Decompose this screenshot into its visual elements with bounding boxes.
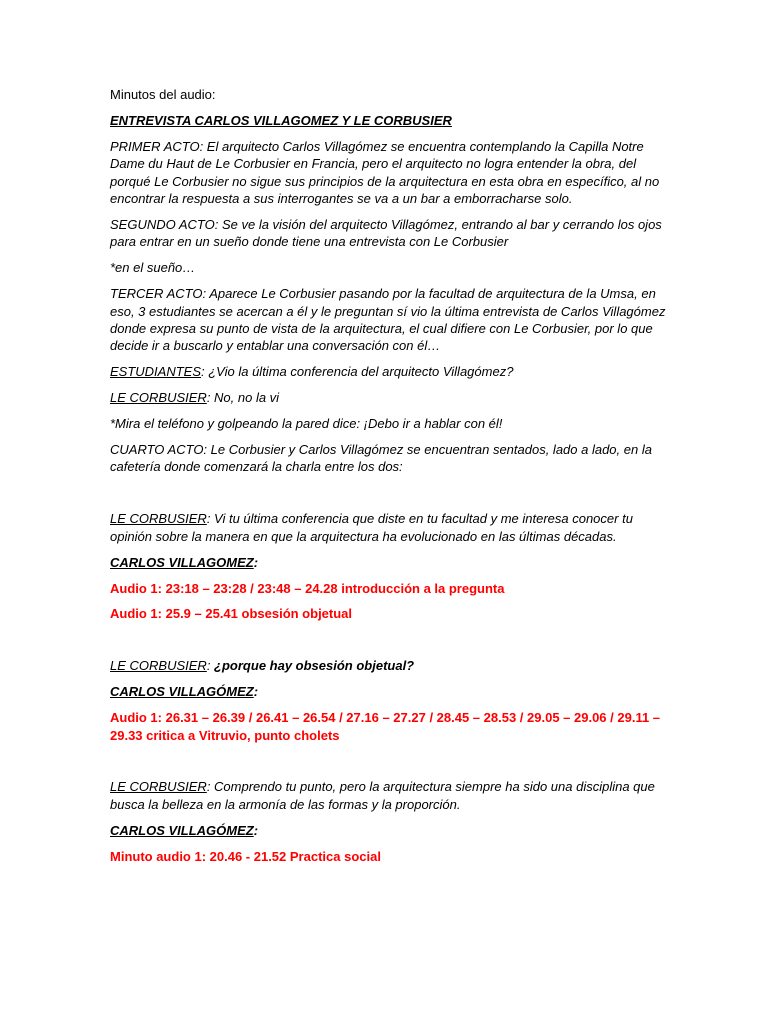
speaker-le-corbusier: LE CORBUSIER [110, 658, 207, 674]
spacer [110, 752, 666, 778]
stage-note: *Mira el teléfono y golpeando la pared dice: ¡Debo ir a hablar con él! [110, 416, 503, 432]
line-le-corbusier: : Vi tu última conferencia que diste en tu facultad y me interesa conocer tu opinión sobre la manera en que la arquitectura ha evolucionado en las últimas décadas. [110, 511, 633, 544]
document-body [110, 86, 666, 874]
line-le-corbusier: : No, no la vi [206, 390, 280, 406]
intro-line: Minutos del audio: [110, 87, 216, 102]
speaker-villagomez: CARLOS VILLAGÓMEZ [110, 822, 254, 838]
spacer [110, 631, 666, 657]
line-le-corbusier: ¿porque hay obsesión objetual? [210, 658, 415, 674]
dream-note: *en el sueño… [110, 260, 196, 276]
line-students: : ¿Vio la última conferencia del arquitecto Villagómez? [201, 364, 514, 380]
act-four: CUARTO ACTO: Le Corbusier y Carlos Villagómez se encuentran sentados, lado a lado, en la cafetería donde comenzará la charla entre los dos: [110, 442, 652, 475]
act-three: TERCER ACTO: Aparece Le Corbusier pasando por la facultad de arquitectura de la Umsa, en eso, 3 estudiantes se acercan a él y le preguntan sí vio la última entrevista de Carlos Villagómez donde expresa su punto de vista de la arquitectura, el cual difiere con Le Corbusier, por lo que decide ir a buscarlo y entablar una conversación con él… [110, 286, 666, 354]
document-heading: ENTREVISTA CARLOS VILLAGOMEZ Y LE CORBUSIER [110, 112, 452, 128]
audio-clip-2: Audio 1: 25.9 – 25.41 obsesión objetual [110, 606, 353, 622]
dialogue-le-corbusier-3 [110, 657, 666, 674]
dialogue-le-corbusier-4 [110, 778, 666, 813]
speaker-students: ESTUDIANTES [110, 364, 202, 380]
act-one: PRIMER ACTO: El arquitecto Carlos Villagómez se encuentra contemplando la Capilla Notre Dame du Haut de Le Corbusier en Francia, pero el arquitecto no logra entender la obra, del porqué Le Corbusier no sigue sus principios de la arquitectura en esta obra en específico, al no encontrar la respuesta a sus interrogantes se va a un bar a emborracharse solo. [110, 138, 660, 207]
act-two: SEGUNDO ACTO: Se ve la visión del arquitecto Villagómez, entrando al bar y cerrando los ojos para entrar en un sueño donde tiene una entrevista con Le Corbusier [110, 216, 662, 250]
line-le-corbusier: : Comprendo tu punto, pero la arquitectura siempre ha sido una disciplina que busca la belleza en la armonía de las formas y la proporción. [110, 779, 655, 812]
speaker-villagomez: CARLOS VILLAGÓMEZ [110, 684, 254, 700]
dialogue-le-corbusier-2 [110, 510, 666, 545]
speaker-villagomez-1 [110, 554, 666, 571]
audio-clip-4: Minuto audio 1: 20.46 - 21.52 Practica social [110, 848, 381, 864]
speaker-le-corbusier: LE CORBUSIER [110, 779, 207, 795]
dialogue-students [110, 363, 666, 380]
speaker-colon: : [253, 822, 259, 838]
speaker-colon: : [253, 684, 259, 700]
audio-clip-3: Audio 1: 26.31 – 26.39 / 26.41 – 26.54 / 27.16 – 27.27 / 28.45 – 28.53 / 29.05 – 29.06 / 29.11 – 29.33 critica a Vitruvio, punto cholets [110, 710, 661, 743]
speaker-colon: : [206, 658, 211, 674]
speaker-villagomez-3 [110, 822, 666, 839]
audio-clip-1: Audio 1: 23:18 – 23:28 / 23:48 – 24.28 introducción a la pregunta [110, 580, 505, 596]
speaker-colon: : [253, 554, 259, 570]
speaker-le-corbusier: LE CORBUSIER [110, 390, 207, 406]
spacer [110, 484, 666, 510]
speaker-villagomez: CARLOS VILLAGOMEZ [110, 554, 254, 570]
speaker-le-corbusier: LE CORBUSIER [110, 511, 207, 527]
speaker-villagomez-2 [110, 683, 666, 700]
dialogue-le-corbusier-1 [110, 389, 666, 406]
